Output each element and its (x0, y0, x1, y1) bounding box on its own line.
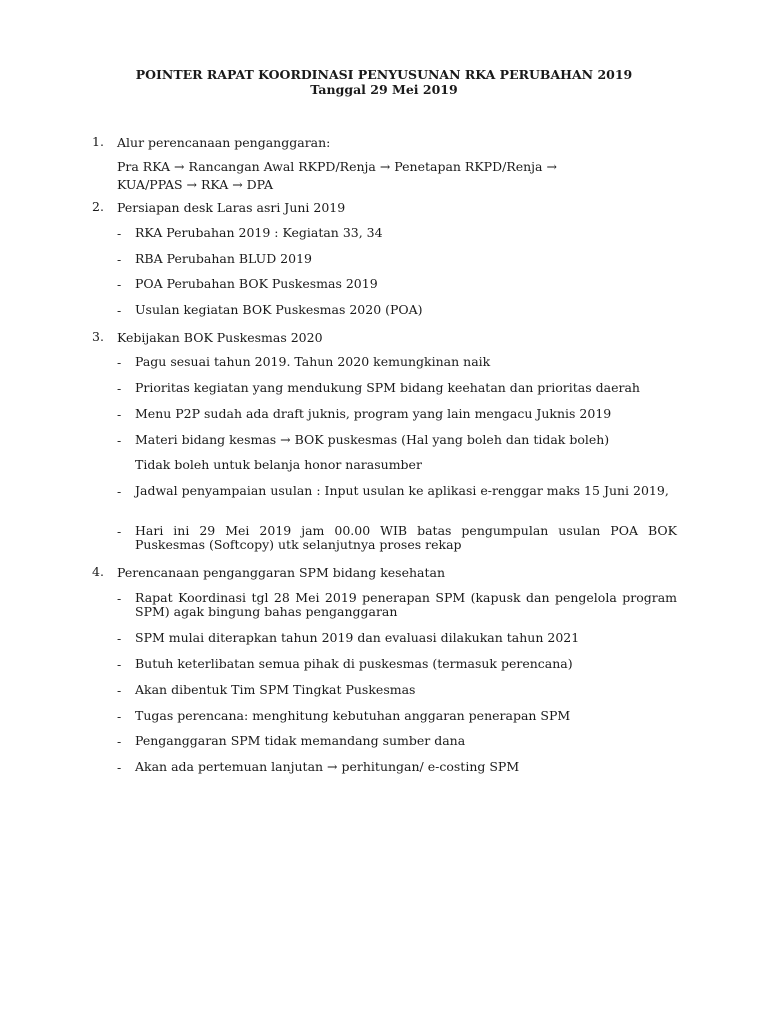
list-item: SPM mulai diterapkan tahun 2019 dan evaluasi dilakukan tahun 2021 (135, 630, 580, 645)
list-item: Pagu sesuai tahun 2019. Tahun 2020 kemungkinan naik (135, 354, 491, 369)
list-item: Rapat Koordinasi tgl 28 Mei 2019 penerapan SPM (kapusk dan pengelola program SPM) agak bingung bahas penganggaran (135, 590, 677, 619)
list-item: Penganggaran SPM tidak memandang sumber dana (135, 733, 466, 748)
list-item: Hari ini 29 Mei 2019 jam 00.00 WIB batas pengumpulan usulan POA BOK Puskesmas (Softcopy) utk selanjutnya proses rekap (135, 523, 677, 552)
list-item: RBA Perubahan BLUD 2019 (135, 251, 312, 266)
section-number: 3. (92, 329, 104, 344)
bullet-dash: - (117, 226, 122, 241)
list-item: Materi bidang kesmas → BOK puskesmas (Hal yang boleh dan tidak boleh) (135, 432, 610, 447)
list-item: Butuh keterlibatan semua pihak di puskesmas (termasuk perencana) (135, 656, 573, 671)
bullet-dash: - (117, 484, 122, 499)
list-item: Tugas perencana: menghitung kebutuhan anggaran penerapan SPM (135, 708, 571, 723)
bullet-dash: - (117, 591, 122, 606)
bullet-dash: - (117, 631, 122, 646)
list-item: RKA Perubahan 2019 : Kegiatan 33, 34 (135, 225, 383, 240)
planning-flow: Pra RKA → Rancangan Awal RKPD/Renja → Penetapan RKPD/Renja → KUA/PPAS → RKA → DPA (117, 159, 557, 192)
bullet-dash: - (117, 252, 122, 267)
bullet-dash: - (117, 355, 122, 370)
list-item: POA Perubahan BOK Puskesmas 2019 (135, 276, 378, 291)
list-item: Usulan kegiatan BOK Puskesmas 2020 (POA) (135, 302, 423, 317)
bullet-dash: - (117, 303, 122, 318)
list-item: Akan ada pertemuan lanjutan → perhitungan/ e-costing SPM (135, 759, 520, 774)
list-item: Jadwal penyampaian usulan : Input usulan ke aplikasi e-renggar maks 15 Juni 2019, (135, 483, 669, 498)
document-title: POINTER RAPAT KOORDINASI PENYUSUNAN RKA PERUBAHAN 2019 (135, 67, 633, 82)
document-date: Tanggal 29 Mei 2019 (310, 82, 458, 97)
list-item: Akan dibentuk Tim SPM Tingkat Puskesmas (135, 682, 416, 697)
bullet-dash: - (117, 683, 122, 698)
bullet-dash: - (117, 734, 122, 749)
bullet-dash: - (117, 657, 122, 672)
bullet-dash: - (117, 433, 122, 448)
section-heading: Kebijakan BOK Puskesmas 2020 (117, 330, 323, 345)
bullet-dash: - (117, 277, 122, 292)
bullet-dash: - (117, 709, 122, 724)
bullet-dash: - (117, 381, 122, 396)
list-item: Prioritas kegiatan yang mendukung SPM bidang keehatan dan prioritas daerah (135, 380, 640, 395)
section-number: 2. (92, 199, 104, 214)
section-heading: Perencanaan penganggaran SPM bidang kesehatan (117, 565, 446, 580)
section-heading: Alur perencanaan penganggaran: (117, 135, 331, 150)
section-heading: Persiapan desk Laras asri Juni 2019 (117, 200, 346, 215)
bullet-dash: - (117, 760, 122, 775)
bullet-dash: - (117, 407, 122, 422)
bullet-dash: - (117, 524, 122, 539)
section-number: 4. (92, 564, 104, 579)
list-item: Menu P2P sudah ada draft juknis, program yang lain mengacu Juknis 2019 (135, 406, 612, 421)
section-number: 1. (92, 134, 104, 149)
list-item-note: Tidak boleh untuk belanja honor narasumber (135, 457, 422, 472)
